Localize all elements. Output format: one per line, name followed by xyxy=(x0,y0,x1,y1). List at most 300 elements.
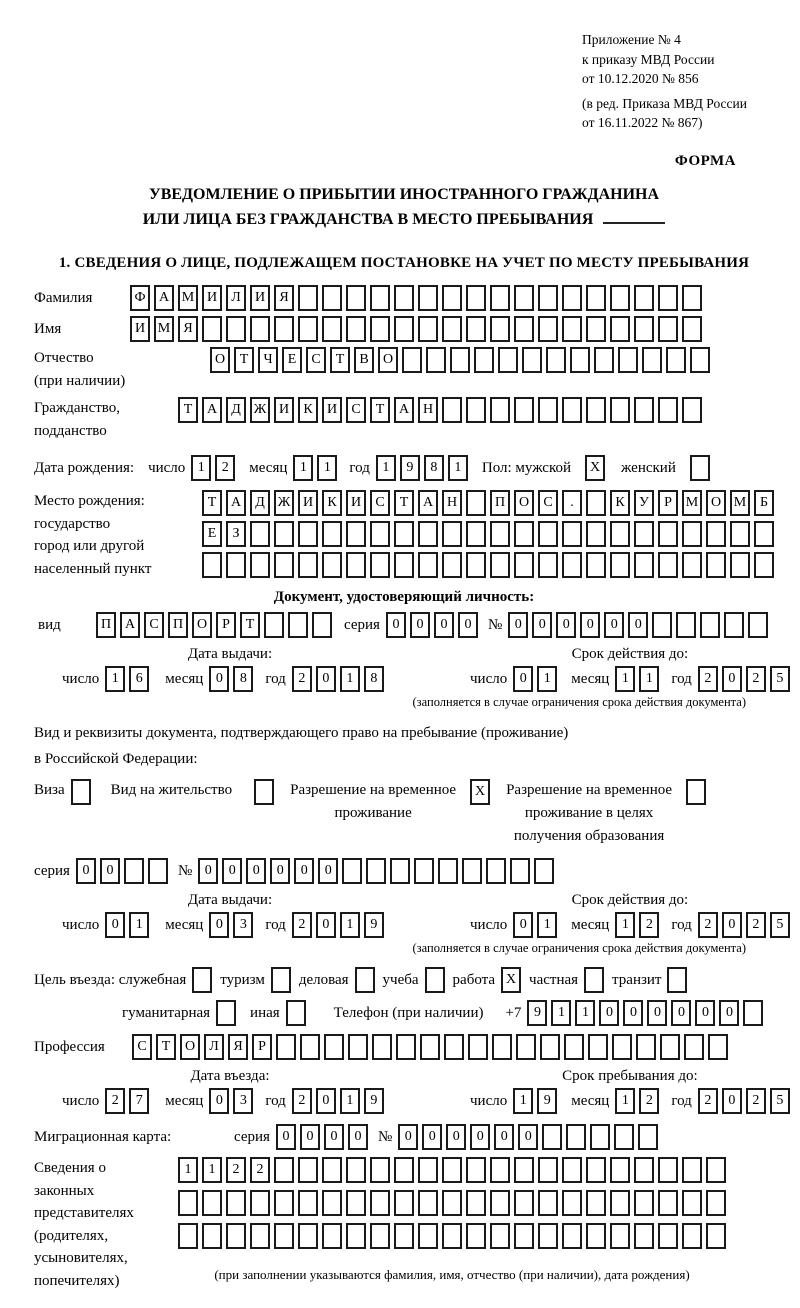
char-cell[interactable]: 0 xyxy=(513,912,533,938)
char-cell[interactable] xyxy=(370,552,390,578)
char-cell[interactable] xyxy=(492,1034,512,1060)
char-cell[interactable]: П xyxy=(168,612,188,638)
char-cell[interactable]: 9 xyxy=(537,1088,557,1114)
char-cell[interactable]: 0 xyxy=(222,858,242,884)
char-cell[interactable]: 2 xyxy=(639,912,659,938)
char-cell[interactable]: 1 xyxy=(513,1088,533,1114)
char-cell[interactable]: 0 xyxy=(105,912,125,938)
tourism-checkbox[interactable] xyxy=(271,967,291,993)
char-cell[interactable] xyxy=(634,1223,654,1249)
char-cell[interactable]: 0 xyxy=(647,1000,667,1026)
char-cell[interactable]: 1 xyxy=(615,666,635,692)
char-cell[interactable] xyxy=(486,858,506,884)
study-checkbox[interactable] xyxy=(425,967,445,993)
char-cell[interactable]: 1 xyxy=(317,455,337,481)
char-cell[interactable]: 2 xyxy=(698,1088,718,1114)
char-cell[interactable] xyxy=(250,1190,270,1216)
char-cell[interactable]: 0 xyxy=(246,858,266,884)
char-cell[interactable] xyxy=(264,612,284,638)
char-cell[interactable] xyxy=(706,552,726,578)
char-cell[interactable] xyxy=(690,347,710,373)
char-cell[interactable]: И xyxy=(298,490,318,516)
char-cell[interactable] xyxy=(346,1190,366,1216)
char-cell[interactable] xyxy=(490,285,510,311)
char-cell[interactable]: И xyxy=(202,285,222,311)
char-cell[interactable]: 0 xyxy=(628,612,648,638)
char-cell[interactable]: 0 xyxy=(294,858,314,884)
char-cell[interactable]: Т xyxy=(330,347,350,373)
char-cell[interactable] xyxy=(418,1190,438,1216)
char-cell[interactable]: 0 xyxy=(695,1000,715,1026)
char-cell[interactable] xyxy=(288,612,308,638)
char-cell[interactable]: 0 xyxy=(300,1124,320,1150)
char-cell[interactable] xyxy=(442,1223,462,1249)
char-cell[interactable] xyxy=(634,1190,654,1216)
char-cell[interactable] xyxy=(490,1223,510,1249)
char-cell[interactable]: О xyxy=(706,490,726,516)
char-cell[interactable]: Ж xyxy=(250,397,270,423)
char-cell[interactable]: А xyxy=(226,490,246,516)
char-cell[interactable]: 1 xyxy=(615,1088,635,1114)
char-cell[interactable]: 0 xyxy=(458,612,478,638)
char-cell[interactable] xyxy=(562,552,582,578)
char-cell[interactable]: Л xyxy=(204,1034,224,1060)
char-cell[interactable]: 9 xyxy=(527,1000,547,1026)
char-cell[interactable]: 2 xyxy=(250,1157,270,1183)
char-cell[interactable] xyxy=(514,521,534,547)
char-cell[interactable]: 0 xyxy=(316,912,336,938)
char-cell[interactable]: 1 xyxy=(340,912,360,938)
char-cell[interactable] xyxy=(682,285,702,311)
char-cell[interactable]: 2 xyxy=(639,1088,659,1114)
char-cell[interactable] xyxy=(642,347,662,373)
char-cell[interactable]: 0 xyxy=(270,858,290,884)
char-cell[interactable] xyxy=(638,1124,658,1150)
char-cell[interactable] xyxy=(676,612,696,638)
char-cell[interactable] xyxy=(370,1190,390,1216)
char-cell[interactable]: О xyxy=(192,612,212,638)
char-cell[interactable] xyxy=(588,1034,608,1060)
char-cell[interactable]: 2 xyxy=(746,912,766,938)
char-cell[interactable] xyxy=(566,1124,586,1150)
char-cell[interactable] xyxy=(542,1124,562,1150)
char-cell[interactable] xyxy=(346,552,366,578)
char-cell[interactable]: 6 xyxy=(129,666,149,692)
char-cell[interactable] xyxy=(346,316,366,342)
char-cell[interactable]: 0 xyxy=(76,858,96,884)
char-cell[interactable]: 1 xyxy=(178,1157,198,1183)
char-cell[interactable] xyxy=(610,521,630,547)
char-cell[interactable] xyxy=(442,1190,462,1216)
char-cell[interactable]: 0 xyxy=(316,1088,336,1114)
char-cell[interactable]: З xyxy=(226,521,246,547)
char-cell[interactable] xyxy=(148,858,168,884)
char-cell[interactable] xyxy=(300,1034,320,1060)
char-cell[interactable] xyxy=(706,521,726,547)
char-cell[interactable]: 0 xyxy=(580,612,600,638)
char-cell[interactable]: 0 xyxy=(410,612,430,638)
char-cell[interactable]: 9 xyxy=(364,1088,384,1114)
char-cell[interactable] xyxy=(562,397,582,423)
char-cell[interactable]: И xyxy=(322,397,342,423)
char-cell[interactable]: 0 xyxy=(671,1000,691,1026)
char-cell[interactable]: Л xyxy=(226,285,246,311)
char-cell[interactable] xyxy=(510,858,530,884)
char-cell[interactable] xyxy=(658,397,678,423)
char-cell[interactable] xyxy=(564,1034,584,1060)
char-cell[interactable] xyxy=(610,285,630,311)
char-cell[interactable]: 0 xyxy=(324,1124,344,1150)
char-cell[interactable]: 1 xyxy=(105,666,125,692)
char-cell[interactable] xyxy=(312,612,332,638)
temp-residence-checkbox[interactable]: X xyxy=(470,779,490,805)
char-cell[interactable] xyxy=(730,521,750,547)
char-cell[interactable] xyxy=(538,316,558,342)
char-cell[interactable] xyxy=(298,1223,318,1249)
char-cell[interactable] xyxy=(586,521,606,547)
char-cell[interactable] xyxy=(442,521,462,547)
char-cell[interactable]: 8 xyxy=(424,455,444,481)
char-cell[interactable] xyxy=(442,316,462,342)
char-cell[interactable] xyxy=(610,552,630,578)
char-cell[interactable] xyxy=(274,552,294,578)
char-cell[interactable] xyxy=(754,552,774,578)
char-cell[interactable]: Т xyxy=(370,397,390,423)
char-cell[interactable] xyxy=(276,1034,296,1060)
char-cell[interactable]: 0 xyxy=(508,612,528,638)
char-cell[interactable] xyxy=(418,1223,438,1249)
char-cell[interactable] xyxy=(394,1190,414,1216)
char-cell[interactable] xyxy=(516,1034,536,1060)
private-checkbox[interactable] xyxy=(584,967,604,993)
temp-residence-edu-checkbox[interactable] xyxy=(686,779,706,805)
char-cell[interactable] xyxy=(658,316,678,342)
char-cell[interactable]: 1 xyxy=(191,455,211,481)
char-cell[interactable] xyxy=(586,285,606,311)
char-cell[interactable]: 0 xyxy=(604,612,624,638)
char-cell[interactable] xyxy=(700,612,720,638)
char-cell[interactable]: 8 xyxy=(233,666,253,692)
char-cell[interactable]: Е xyxy=(202,521,222,547)
char-cell[interactable] xyxy=(490,521,510,547)
char-cell[interactable] xyxy=(610,1190,630,1216)
char-cell[interactable] xyxy=(322,1157,342,1183)
visa-checkbox[interactable] xyxy=(71,779,91,805)
char-cell[interactable]: 1 xyxy=(340,666,360,692)
char-cell[interactable]: П xyxy=(490,490,510,516)
char-cell[interactable] xyxy=(462,858,482,884)
char-cell[interactable] xyxy=(658,521,678,547)
char-cell[interactable]: С xyxy=(306,347,326,373)
char-cell[interactable]: 1 xyxy=(376,455,396,481)
char-cell[interactable]: 0 xyxy=(276,1124,296,1150)
char-cell[interactable] xyxy=(594,347,614,373)
char-cell[interactable]: М xyxy=(178,285,198,311)
char-cell[interactable]: 1 xyxy=(537,912,557,938)
char-cell[interactable] xyxy=(202,1190,222,1216)
char-cell[interactable] xyxy=(682,397,702,423)
char-cell[interactable] xyxy=(250,552,270,578)
char-cell[interactable]: 1 xyxy=(202,1157,222,1183)
char-cell[interactable]: И xyxy=(346,490,366,516)
char-cell[interactable] xyxy=(322,316,342,342)
char-cell[interactable] xyxy=(426,347,446,373)
char-cell[interactable]: 0 xyxy=(470,1124,490,1150)
char-cell[interactable]: 0 xyxy=(209,666,229,692)
char-cell[interactable] xyxy=(706,1190,726,1216)
char-cell[interactable] xyxy=(370,285,390,311)
char-cell[interactable] xyxy=(322,285,342,311)
char-cell[interactable] xyxy=(466,521,486,547)
char-cell[interactable] xyxy=(202,316,222,342)
char-cell[interactable] xyxy=(634,285,654,311)
char-cell[interactable] xyxy=(586,1223,606,1249)
char-cell[interactable]: 5 xyxy=(770,1088,790,1114)
char-cell[interactable]: 1 xyxy=(340,1088,360,1114)
char-cell[interactable] xyxy=(522,347,542,373)
char-cell[interactable] xyxy=(322,1223,342,1249)
char-cell[interactable] xyxy=(298,316,318,342)
char-cell[interactable]: 7 xyxy=(129,1088,149,1114)
char-cell[interactable] xyxy=(682,521,702,547)
char-cell[interactable] xyxy=(658,1223,678,1249)
char-cell[interactable] xyxy=(466,316,486,342)
char-cell[interactable] xyxy=(636,1034,656,1060)
char-cell[interactable]: 2 xyxy=(292,1088,312,1114)
char-cell[interactable]: 0 xyxy=(556,612,576,638)
char-cell[interactable]: 2 xyxy=(746,1088,766,1114)
char-cell[interactable]: Н xyxy=(442,490,462,516)
char-cell[interactable] xyxy=(468,1034,488,1060)
char-cell[interactable] xyxy=(754,521,774,547)
char-cell[interactable] xyxy=(730,552,750,578)
char-cell[interactable] xyxy=(298,521,318,547)
char-cell[interactable] xyxy=(586,552,606,578)
char-cell[interactable] xyxy=(298,1190,318,1216)
char-cell[interactable]: 0 xyxy=(198,858,218,884)
char-cell[interactable] xyxy=(538,397,558,423)
char-cell[interactable] xyxy=(394,1223,414,1249)
char-cell[interactable] xyxy=(586,1157,606,1183)
char-cell[interactable]: Ф xyxy=(130,285,150,311)
char-cell[interactable]: 0 xyxy=(316,666,336,692)
char-cell[interactable] xyxy=(743,1000,763,1026)
char-cell[interactable] xyxy=(660,1034,680,1060)
char-cell[interactable]: 5 xyxy=(770,666,790,692)
char-cell[interactable] xyxy=(684,1034,704,1060)
char-cell[interactable]: 0 xyxy=(722,1088,742,1114)
char-cell[interactable]: 0 xyxy=(623,1000,643,1026)
char-cell[interactable] xyxy=(442,285,462,311)
char-cell[interactable] xyxy=(274,1157,294,1183)
char-cell[interactable] xyxy=(514,316,534,342)
char-cell[interactable]: К xyxy=(322,490,342,516)
char-cell[interactable]: Е xyxy=(282,347,302,373)
char-cell[interactable] xyxy=(466,1190,486,1216)
char-cell[interactable]: 2 xyxy=(746,666,766,692)
char-cell[interactable] xyxy=(682,552,702,578)
char-cell[interactable] xyxy=(370,1157,390,1183)
char-cell[interactable] xyxy=(514,285,534,311)
char-cell[interactable]: 0 xyxy=(513,666,533,692)
char-cell[interactable] xyxy=(490,316,510,342)
char-cell[interactable]: 0 xyxy=(599,1000,619,1026)
char-cell[interactable]: С xyxy=(144,612,164,638)
char-cell[interactable] xyxy=(538,1190,558,1216)
char-cell[interactable] xyxy=(274,316,294,342)
char-cell[interactable] xyxy=(250,1223,270,1249)
char-cell[interactable]: 1 xyxy=(537,666,557,692)
char-cell[interactable]: Р xyxy=(216,612,236,638)
char-cell[interactable] xyxy=(396,1034,416,1060)
char-cell[interactable]: 0 xyxy=(318,858,338,884)
char-cell[interactable] xyxy=(682,316,702,342)
male-checkbox[interactable]: X xyxy=(585,455,605,481)
char-cell[interactable] xyxy=(418,285,438,311)
char-cell[interactable] xyxy=(420,1034,440,1060)
char-cell[interactable] xyxy=(612,1034,632,1060)
char-cell[interactable]: А xyxy=(394,397,414,423)
char-cell[interactable]: 1 xyxy=(448,455,468,481)
char-cell[interactable] xyxy=(682,1223,702,1249)
char-cell[interactable]: 1 xyxy=(615,912,635,938)
char-cell[interactable] xyxy=(438,858,458,884)
char-cell[interactable]: 0 xyxy=(209,912,229,938)
char-cell[interactable]: С xyxy=(538,490,558,516)
char-cell[interactable]: А xyxy=(154,285,174,311)
char-cell[interactable]: С xyxy=(132,1034,152,1060)
char-cell[interactable] xyxy=(322,1190,342,1216)
char-cell[interactable] xyxy=(514,1223,534,1249)
char-cell[interactable] xyxy=(586,1190,606,1216)
work-checkbox[interactable]: X xyxy=(501,967,521,993)
char-cell[interactable]: В xyxy=(354,347,374,373)
char-cell[interactable] xyxy=(546,347,566,373)
char-cell[interactable]: 0 xyxy=(209,1088,229,1114)
char-cell[interactable]: С xyxy=(370,490,390,516)
char-cell[interactable] xyxy=(634,521,654,547)
char-cell[interactable]: 0 xyxy=(719,1000,739,1026)
char-cell[interactable]: 0 xyxy=(434,612,454,638)
char-cell[interactable] xyxy=(226,1223,246,1249)
char-cell[interactable]: Ч xyxy=(258,347,278,373)
transit-checkbox[interactable] xyxy=(667,967,687,993)
female-checkbox[interactable] xyxy=(690,455,710,481)
char-cell[interactable]: Т xyxy=(234,347,254,373)
char-cell[interactable] xyxy=(514,552,534,578)
char-cell[interactable] xyxy=(610,1223,630,1249)
char-cell[interactable] xyxy=(540,1034,560,1060)
char-cell[interactable]: Т xyxy=(394,490,414,516)
char-cell[interactable] xyxy=(634,552,654,578)
char-cell[interactable] xyxy=(634,1157,654,1183)
char-cell[interactable] xyxy=(706,1157,726,1183)
char-cell[interactable]: 0 xyxy=(532,612,552,638)
char-cell[interactable]: Д xyxy=(226,397,246,423)
char-cell[interactable] xyxy=(570,347,590,373)
char-cell[interactable] xyxy=(490,552,510,578)
char-cell[interactable]: А xyxy=(418,490,438,516)
char-cell[interactable] xyxy=(538,285,558,311)
char-cell[interactable]: И xyxy=(250,285,270,311)
char-cell[interactable] xyxy=(706,1223,726,1249)
char-cell[interactable] xyxy=(538,1223,558,1249)
char-cell[interactable]: Р xyxy=(252,1034,272,1060)
char-cell[interactable] xyxy=(298,1157,318,1183)
char-cell[interactable]: И xyxy=(130,316,150,342)
char-cell[interactable] xyxy=(394,316,414,342)
char-cell[interactable]: О xyxy=(514,490,534,516)
char-cell[interactable] xyxy=(444,1034,464,1060)
char-cell[interactable]: 0 xyxy=(446,1124,466,1150)
char-cell[interactable] xyxy=(124,858,144,884)
char-cell[interactable] xyxy=(466,552,486,578)
char-cell[interactable]: К xyxy=(610,490,630,516)
char-cell[interactable] xyxy=(634,397,654,423)
char-cell[interactable]: 1 xyxy=(551,1000,571,1026)
char-cell[interactable] xyxy=(562,1157,582,1183)
char-cell[interactable] xyxy=(586,397,606,423)
char-cell[interactable] xyxy=(366,858,386,884)
char-cell[interactable] xyxy=(394,1157,414,1183)
char-cell[interactable]: Д xyxy=(250,490,270,516)
char-cell[interactable]: 2 xyxy=(698,912,718,938)
char-cell[interactable] xyxy=(466,397,486,423)
char-cell[interactable]: 2 xyxy=(292,666,312,692)
char-cell[interactable] xyxy=(298,552,318,578)
char-cell[interactable] xyxy=(562,1223,582,1249)
char-cell[interactable] xyxy=(346,285,366,311)
char-cell[interactable] xyxy=(226,316,246,342)
char-cell[interactable]: К xyxy=(298,397,318,423)
char-cell[interactable] xyxy=(634,316,654,342)
char-cell[interactable] xyxy=(618,347,638,373)
char-cell[interactable]: Н xyxy=(418,397,438,423)
char-cell[interactable] xyxy=(586,490,606,516)
char-cell[interactable] xyxy=(490,1157,510,1183)
char-cell[interactable]: 8 xyxy=(364,666,384,692)
char-cell[interactable]: М xyxy=(682,490,702,516)
char-cell[interactable] xyxy=(562,1190,582,1216)
char-cell[interactable] xyxy=(562,521,582,547)
char-cell[interactable]: 0 xyxy=(722,666,742,692)
humanitarian-checkbox[interactable] xyxy=(216,1000,236,1026)
char-cell[interactable]: 1 xyxy=(129,912,149,938)
char-cell[interactable]: А xyxy=(202,397,222,423)
char-cell[interactable] xyxy=(450,347,470,373)
char-cell[interactable]: 3 xyxy=(233,912,253,938)
char-cell[interactable]: 0 xyxy=(422,1124,442,1150)
char-cell[interactable] xyxy=(614,1124,634,1150)
char-cell[interactable]: 0 xyxy=(398,1124,418,1150)
char-cell[interactable]: 2 xyxy=(292,912,312,938)
char-cell[interactable] xyxy=(390,858,410,884)
other-checkbox[interactable] xyxy=(286,1000,306,1026)
char-cell[interactable]: Р xyxy=(658,490,678,516)
char-cell[interactable] xyxy=(418,521,438,547)
char-cell[interactable] xyxy=(324,1034,344,1060)
char-cell[interactable] xyxy=(346,521,366,547)
char-cell[interactable] xyxy=(370,316,390,342)
char-cell[interactable]: Т xyxy=(240,612,260,638)
char-cell[interactable]: 0 xyxy=(494,1124,514,1150)
char-cell[interactable] xyxy=(274,1190,294,1216)
char-cell[interactable] xyxy=(250,316,270,342)
char-cell[interactable] xyxy=(610,1157,630,1183)
char-cell[interactable] xyxy=(466,285,486,311)
char-cell[interactable] xyxy=(372,1034,392,1060)
char-cell[interactable] xyxy=(562,316,582,342)
